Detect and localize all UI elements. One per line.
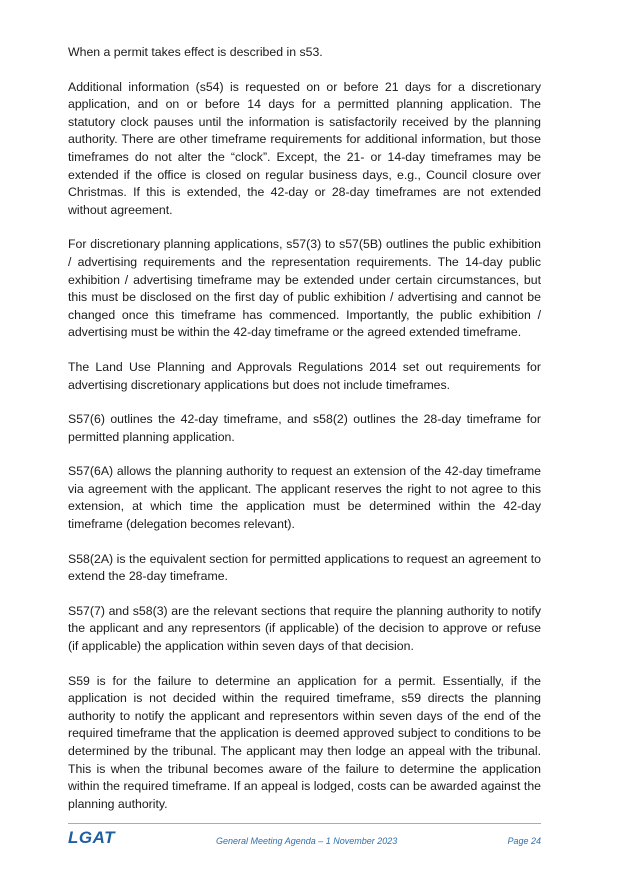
paragraph-additional-information: Additional information (s54) is requested on or before 21 days for a discretionary application, and on or before 14 days for a permitted planning application. The statutory clock pauses until the information is satisfactorily received by the planning authority. There are other timeframe requirements for additional information, but those timeframes do not alter the “clock”. Except, the 21- or 14-day timeframes may be extended if the office is closed on regular business days, e.g., Council closure over Christmas. If this is extended, the 42-day or 28-day timeframes are not extended without agreement.: [68, 79, 541, 217]
paragraph-permit-effect: When a permit takes effect is described in s53.: [68, 45, 323, 59]
paragraph-regulations: The Land Use Planning and Approvals Regulations 2014 set out requirements for advertising discretionary applications but does not include timeframes.: [68, 359, 541, 392]
paragraph-notification: S57(7) and s58(3) are the relevant sections that require the planning authority to notify the applicant and any representors (if applicable) of the decision to approve or refuse (if applicable) the application within seven days of that decision.: [68, 603, 541, 654]
paragraph-timeframes: S57(6) outlines the 42-day timeframe, and s58(2) outlines the 28-day timeframe for permitted planning application.: [68, 412, 541, 444]
paragraph-failure-to-determine: S59 is for the failure to determine an application for a permit. Essentially, if the application is not decided within the required timeframe, s59 directs the planning authority to notify the applicant and representors within seven days of the end of the required timeframe that the application is deemed approved subject to conditions to be determined by the tribunal. The applicant may then lodge an appeal with the tribunal. This is when the tribunal becomes aware of the failure to determine the application within the required timeframe. If an appeal is lodged, costs can be awarded against the planning authority.: [68, 673, 541, 811]
paragraph-extension-request: S57(6A) allows the planning authority to request an extension of the 42-day timeframe via agreement with the applicant. The applicant reserves the right to not agree to this extension, at which time the application must be determined within the 42-day timeframe (delegation becomes relevant).: [68, 464, 541, 532]
paragraph-permitted-extension: S58(2A) is the equivalent section for permitted applications to request an agreement to extend the 28-day timeframe.: [68, 551, 541, 584]
page-number: Page 24: [507, 836, 541, 846]
page-footer: [68, 828, 541, 852]
footer-divider: [68, 823, 541, 824]
document-body: [68, 44, 541, 830]
lgat-logo: LGAT: [68, 828, 116, 847]
meeting-title: General Meeting Agenda – 1 November 2023: [216, 836, 398, 846]
paragraph-public-exhibition: For discretionary planning applications, s57(3) to s57(5B) outlines the public exhibition / advertising requirements and the representation requirements. The 14-day public exhibition / advertising timeframe may be extended under certain circumstances, but this must be disclosed on the first day of public exhibition / advertising and cannot be changed once this timeframe has commenced. Importantly, the public exhibition / advertising must be within the 42-day timeframe or the agreed extended timeframe.: [68, 237, 541, 340]
